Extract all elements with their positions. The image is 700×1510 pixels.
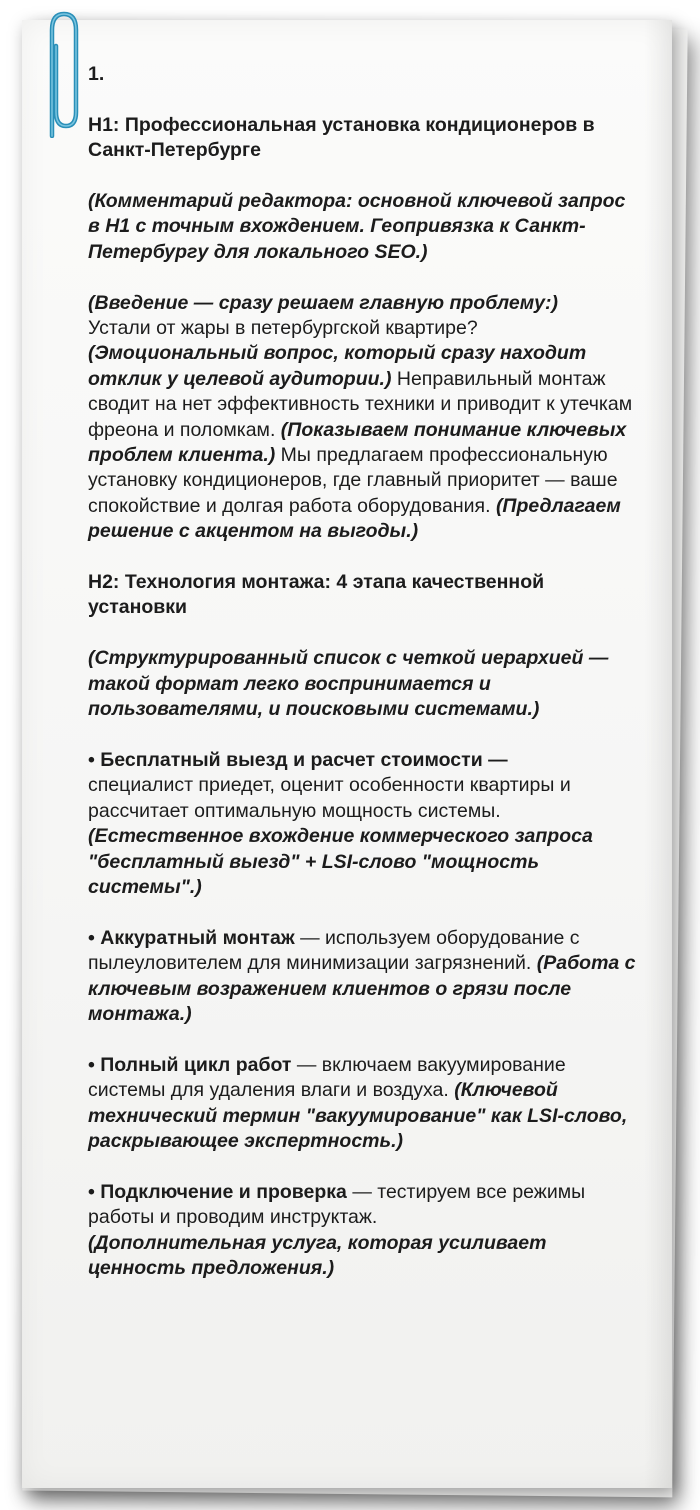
list-item bbox=[88, 748, 636, 900]
step-3-title: • Полный цикл работ bbox=[88, 1053, 292, 1076]
step-3-text: — включаем вакуумирование системы для удаления влаги и воздуха. bbox=[88, 1053, 566, 1102]
intro-comment-1: (Эмоциональный вопрос, который сразу находит отклик у целевой аудитории.) bbox=[88, 342, 587, 390]
list-item bbox=[88, 1053, 636, 1155]
step-3-comment: (Ключевой технический термин "вакуумирование" как LSI-слово, раскрывающее экспертность.) bbox=[88, 1079, 628, 1152]
list-item bbox=[88, 1180, 636, 1282]
intro-paragraph bbox=[88, 291, 636, 545]
step-4-text: — тестируем все режимы работы и проводим инструктаж. bbox=[88, 1180, 586, 1229]
h1-heading: H1: Профессиональная установка кондиционеров в Санкт-Петербурге bbox=[88, 113, 595, 162]
intro-comment-3: (Предлагаем решение с акцентом на выгоды.) bbox=[88, 494, 621, 543]
intro-label: (Введение — сразу решаем главную проблему:) bbox=[88, 291, 559, 314]
intro-comment-2: (Показываем понимание ключевых проблем клиента.) bbox=[88, 418, 627, 467]
document-number: 1. bbox=[88, 63, 105, 85]
document-body bbox=[88, 62, 636, 1307]
h2-editor-comment: (Структурированный список с четкой иерархией — такой формат легко воспринимается и пользователями, и поисковыми системами.) bbox=[88, 647, 609, 721]
step-4-title: • Подключение и проверка bbox=[88, 1180, 347, 1203]
list-item bbox=[88, 926, 636, 1028]
paperclip-icon bbox=[30, 8, 82, 138]
step-2-text: — используем оборудование с пылеуловителем для минимизации загрязнений. bbox=[88, 926, 580, 975]
step-4-comment: (Дополнительная услуга, которая усиливает ценность предложения.) bbox=[88, 1231, 547, 1279]
h1-editor-comment: (Комментарий редактора: основной ключевой запрос в H1 с точным вхождением. Геопривязка к Санкт-Петербургу для локального SEO.) bbox=[88, 190, 626, 263]
step-1-comment: (Естественное вхождение коммерческого запроса "бесплатный выезд" + LSI-слово "мощность системы".) bbox=[88, 825, 593, 898]
step-2-title: • Аккуратный монтаж bbox=[88, 926, 295, 949]
step-1-text: специалист приедет, оценит особенности квартиры и рассчитает оптимальную мощность системы. bbox=[88, 774, 571, 822]
h2-heading: H2: Технология монтажа: 4 этапа качественной установки bbox=[88, 571, 545, 619]
intro-sentence-3: Мы предлагаем профессиональную установку кондиционеров, где главный приоритет — ваше спокойствие и долгая работа оборудования. bbox=[88, 444, 618, 517]
intro-sentence-1: Устали от жары в петербургской квартире? bbox=[88, 317, 478, 340]
intro-sentence-2: Неправильный монтаж сводит на нет эффективность техники и приводит к утечкам фреона и поломкам. bbox=[88, 367, 633, 441]
step-1-title: • Бесплатный выезд и расчет стоимости — bbox=[88, 748, 508, 771]
step-2-comment: (Работа с ключевым возражением клиентов о грязи после монтажа.) bbox=[88, 952, 636, 1025]
